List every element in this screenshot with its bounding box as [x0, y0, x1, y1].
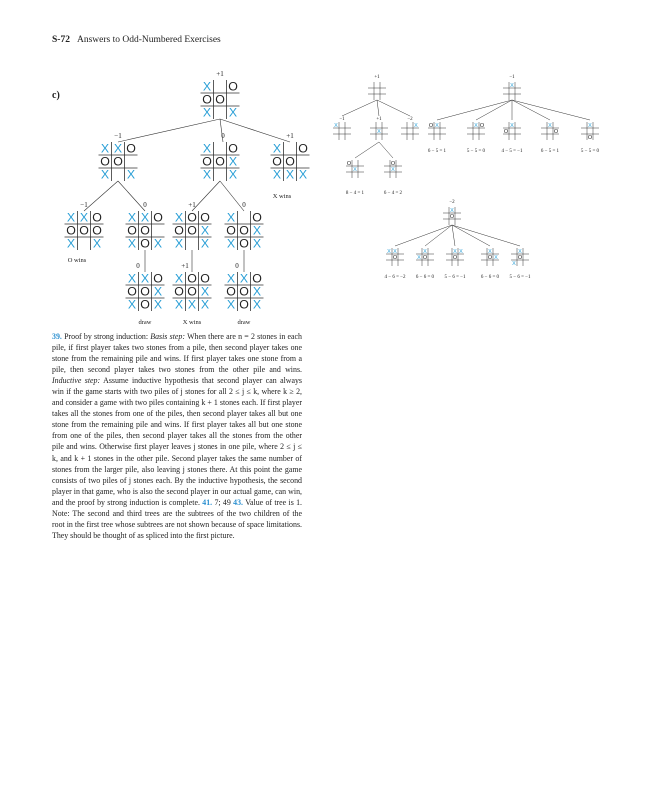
tree-edge [452, 225, 455, 246]
x-mark: X [494, 255, 498, 262]
x-mark: X [226, 210, 236, 225]
x-mark: X [202, 141, 212, 156]
tree-edge [220, 119, 290, 142]
l4-board-3 [225, 272, 264, 312]
o-mark: O [202, 92, 212, 107]
t2-leaf-value: 6 − 5 = 1 [540, 149, 560, 154]
t2-leaf-value: 5 − 5 = 0 [580, 149, 600, 154]
tree-edge [437, 100, 512, 120]
x-mark: X [174, 210, 184, 225]
t2-root-value: −1 [509, 75, 515, 80]
l3-board-1 [65, 211, 104, 251]
answer-41-text: 7; 49 [212, 497, 231, 507]
x-mark: X [393, 249, 397, 256]
o-mark: O [200, 271, 210, 286]
x-mark: X [202, 105, 212, 120]
t3-leaf-value: 4 − 6 = −2 [384, 275, 406, 280]
root-value: +1 [216, 70, 224, 78]
x-mark: X [153, 297, 163, 312]
l3-value-1: −1 [80, 201, 88, 209]
t3-leaf-board [481, 248, 499, 266]
owins-label: O wins [67, 257, 87, 264]
root-board [201, 80, 240, 120]
o-mark: O [239, 236, 249, 251]
x-mark: X [423, 249, 427, 256]
l4-value-3: 0 [235, 262, 239, 270]
tree-edge [355, 142, 379, 158]
x-mark: X [459, 249, 463, 256]
t2-leaf-board [581, 122, 599, 141]
o-mark: O [479, 123, 485, 130]
o-mark: O [449, 214, 455, 221]
o-mark: O [187, 284, 197, 299]
x-mark: X [126, 167, 136, 182]
small-board [401, 122, 419, 140]
x-mark: X [127, 271, 137, 286]
x-mark: X [174, 297, 184, 312]
x-mark: X [100, 167, 110, 182]
t1-root-board [368, 82, 386, 100]
l3-value-2: 0 [143, 201, 147, 209]
o-mark: O [452, 255, 458, 262]
right-tree-label: −2 [407, 117, 413, 122]
tree-edge [452, 225, 520, 246]
o-mark: O [298, 141, 308, 156]
x-mark: X [127, 236, 137, 251]
x-mark: X [127, 210, 137, 225]
o-mark: O [587, 135, 593, 142]
xwins-label-2: X wins [182, 319, 202, 326]
x-mark: X [512, 261, 516, 268]
x-mark: X [588, 123, 592, 130]
o-mark: O [553, 129, 559, 136]
x-mark: X [417, 255, 421, 262]
t3-leaf-board [386, 248, 404, 266]
t3-leaf-board [416, 248, 434, 266]
l3-value-4: 0 [242, 201, 246, 209]
x-mark: X [334, 123, 338, 130]
x-mark: X [488, 249, 492, 256]
small-board [333, 122, 351, 140]
o-mark: O [487, 255, 493, 262]
mid-value: 0 [221, 132, 225, 140]
tree-edge [395, 225, 452, 246]
x-mark: X [239, 271, 249, 286]
mid-board [201, 142, 240, 182]
x-mark: X [200, 297, 210, 312]
answer-39-basis: When there are n = 2 stones in each pile, if first player takes two stones from a pile, then second player takes one stone from the remaining pile and wins. If first player takes one stone from a pile, then second player takes two stones from the other pile and wins. [52, 332, 302, 375]
answer-39-lead: Proof by strong induction: [64, 332, 151, 341]
o-mark: O [92, 223, 102, 238]
x-mark: X [202, 167, 212, 182]
part-label: c) [52, 90, 60, 101]
l4-board-1 [126, 272, 165, 312]
l4-board-2 [173, 272, 212, 312]
x-mark: X [252, 297, 262, 312]
answer-39-inductive: Assume inductive hypothesis that second player can always win if the game starts with two piles of j stones for all 2 ≤ j ≤ k, where k ≥ 2, and consider a game with two piles containing k + 1 stones each. If first player takes all the stones from one of the piles, then second player takes all but one stone from the remaining pile and wins. If first player takes all but one stone from one of the piles, then second player takes all the stones from the other pile and wins. Otherwise first player leaves j stones in one pile, where 2 ≤ j ≤ k, and k + 1 stones in the other pile. Second player takes the same number of stones from the larger pile, also leaving j stones there. At this point the game consists of two piles of j stones each. By the inductive hypothesis, the second player in that game, who is also the second player in our actual game, can win, and the proof by strong induction is complete. [52, 376, 302, 507]
right-tree-label: 6 − 4 = 2 [383, 191, 403, 196]
x-mark: X [66, 210, 76, 225]
t2-leaf-value: 6 − 5 = 1 [427, 149, 447, 154]
x-mark: X [510, 83, 514, 90]
o-mark: O [285, 154, 295, 169]
o-mark: O [215, 92, 225, 107]
o-mark: O [215, 154, 225, 169]
x-mark: X [226, 297, 236, 312]
tree-edge [342, 100, 377, 116]
o-mark: O [390, 161, 396, 168]
xwins-right-label: X wins [272, 193, 292, 200]
tree-edge [377, 100, 410, 116]
tree-edge [425, 225, 452, 246]
x-mark: X [228, 154, 238, 169]
draw-label-1: draw [138, 319, 152, 326]
o-mark: O [200, 210, 210, 225]
x-mark: X [153, 284, 163, 299]
inductive-step-label: Inductive step: [52, 376, 101, 386]
x-mark: X [92, 236, 102, 251]
o-mark: O [392, 255, 398, 262]
x-mark: X [174, 236, 184, 251]
o-mark: O [226, 284, 236, 299]
tree-edge [118, 119, 220, 142]
x-mark: X [272, 167, 282, 182]
running-title: Answers to Odd-Numbered Exercises [76, 35, 221, 45]
x-mark: X [453, 249, 457, 256]
x-mark: X [174, 271, 184, 286]
x-mark: X [100, 141, 110, 156]
page-number: S-72 [52, 35, 70, 45]
small-board [370, 122, 388, 140]
right-tree-label: −1 [339, 117, 345, 122]
x-mark: X [226, 236, 236, 251]
o-mark: O [153, 271, 163, 286]
x-mark: X [391, 167, 395, 174]
draw-label-2: draw [237, 319, 251, 326]
x-mark: X [272, 141, 282, 156]
o-mark: O [79, 223, 89, 238]
t2-leaf-board [503, 122, 521, 140]
o-mark: O [174, 223, 184, 238]
l3-value-3: +1 [188, 201, 196, 209]
x-mark: X [200, 236, 210, 251]
l3-board-2 [126, 211, 165, 251]
right-board [271, 142, 310, 182]
o-mark: O [174, 284, 184, 299]
x-mark: X [153, 236, 163, 251]
x-mark: X [127, 297, 137, 312]
o-mark: O [252, 210, 262, 225]
small-board [384, 160, 402, 178]
tree-edge [512, 100, 550, 120]
left-board [99, 142, 138, 182]
x-mark: X [377, 129, 381, 136]
o-mark: O [187, 271, 197, 286]
o-mark: O [239, 297, 249, 312]
x-mark: X [252, 223, 262, 238]
t2-leaf-board [467, 122, 485, 140]
t2-leaf-value: 4 − 5 = −1 [501, 149, 523, 154]
x-mark: X [140, 210, 150, 225]
t3-root-board [443, 207, 461, 225]
t3-leaf-board [511, 248, 529, 267]
o-mark: O [517, 255, 523, 262]
o-mark: O [187, 223, 197, 238]
game-tree-figure [0, 0, 648, 330]
x-mark: X [140, 271, 150, 286]
tree-edge [377, 100, 379, 116]
o-mark: O [428, 123, 434, 130]
x-mark: X [79, 210, 89, 225]
o-mark: O [239, 223, 249, 238]
x-mark: X [548, 123, 552, 130]
x-mark: X [200, 284, 210, 299]
o-mark: O [187, 210, 197, 225]
x-mark: X [510, 123, 514, 130]
tree-edge [379, 142, 393, 158]
o-mark: O [126, 141, 136, 156]
left-value: −1 [114, 132, 122, 140]
tree-edge [452, 225, 490, 246]
o-mark: O [92, 210, 102, 225]
t3-leaf-value: 6 − 6 = 0 [415, 275, 435, 280]
o-mark: O [127, 284, 137, 299]
o-mark: O [503, 129, 509, 136]
tree-edge [220, 181, 244, 211]
o-mark: O [422, 255, 428, 262]
x-mark: X [252, 284, 262, 299]
right-trees [333, 75, 600, 280]
o-mark: O [239, 284, 249, 299]
o-mark: O [66, 223, 76, 238]
answers-text [52, 331, 302, 541]
tree-edge [84, 181, 118, 211]
o-mark: O [140, 236, 150, 251]
o-mark: O [140, 223, 150, 238]
x-mark: X [228, 167, 238, 182]
o-mark: O [252, 271, 262, 286]
x-mark: X [66, 236, 76, 251]
o-mark: O [100, 154, 110, 169]
tree-edge [118, 181, 145, 211]
o-mark: O [228, 79, 238, 94]
t3-leaf-value: 5 − 6 = −1 [509, 275, 531, 280]
t2-leaf-value: 5 − 5 = 0 [466, 149, 486, 154]
tree-edge [476, 100, 512, 120]
x-mark: X [414, 123, 418, 130]
t3-leaf-value: 5 − 6 = −1 [444, 275, 466, 280]
o-mark: O [113, 154, 123, 169]
x-mark: X [353, 167, 357, 174]
right-value: +1 [286, 132, 294, 140]
x-mark: X [518, 249, 522, 256]
o-mark: O [228, 141, 238, 156]
l3-board-4 [225, 211, 264, 251]
x-mark: X [298, 167, 308, 182]
tree-edge [512, 100, 590, 120]
answer-43-number: 43. [233, 497, 244, 507]
small-board [346, 160, 364, 178]
l3-board-3 [173, 211, 212, 251]
t1-root-value: +1 [374, 75, 380, 80]
o-mark: O [127, 223, 137, 238]
tree-edge [192, 181, 220, 211]
o-mark: O [140, 297, 150, 312]
o-mark: O [272, 154, 282, 169]
x-mark: X [387, 249, 391, 256]
x-mark: X [187, 297, 197, 312]
basis-step-label: Basis step: [150, 332, 185, 341]
l4-value-2: +1 [181, 262, 189, 270]
x-mark: X [226, 271, 236, 286]
o-mark: O [153, 210, 163, 225]
x-mark: X [252, 236, 262, 251]
t3-leaf-board [446, 248, 464, 266]
t3-root-value: −2 [449, 200, 455, 205]
x-mark: X [200, 223, 210, 238]
o-mark: O [346, 161, 352, 168]
l4-value-1: 0 [136, 262, 140, 270]
answer-41-number: 41. [202, 497, 213, 507]
t2-leaf-board [541, 122, 559, 140]
x-mark: X [435, 123, 439, 130]
x-mark: X [450, 208, 454, 215]
t3-leaf-value: 6 − 6 = 0 [480, 275, 500, 280]
x-mark: X [474, 123, 478, 130]
t2-leaf-board [428, 122, 446, 140]
o-mark: O [226, 223, 236, 238]
right-tree-label: +1 [376, 117, 382, 122]
t2-root-board [503, 82, 521, 100]
x-mark: X [228, 105, 238, 120]
answer-43-text: Value of tree is 1. Note: The second and third trees are the subtrees of the two children of the root in the first tree whose subtrees are not shown because of space limitations. They should be thought of as spliced into the first picture. [52, 497, 303, 540]
o-mark: O [140, 284, 150, 299]
right-tree-label: 8 − 4 = 1 [345, 191, 365, 196]
x-mark: X [285, 167, 295, 182]
x-mark: X [202, 79, 212, 94]
x-mark: X [113, 141, 123, 156]
o-mark: O [202, 154, 212, 169]
answer-39-number: 39. [52, 332, 62, 341]
